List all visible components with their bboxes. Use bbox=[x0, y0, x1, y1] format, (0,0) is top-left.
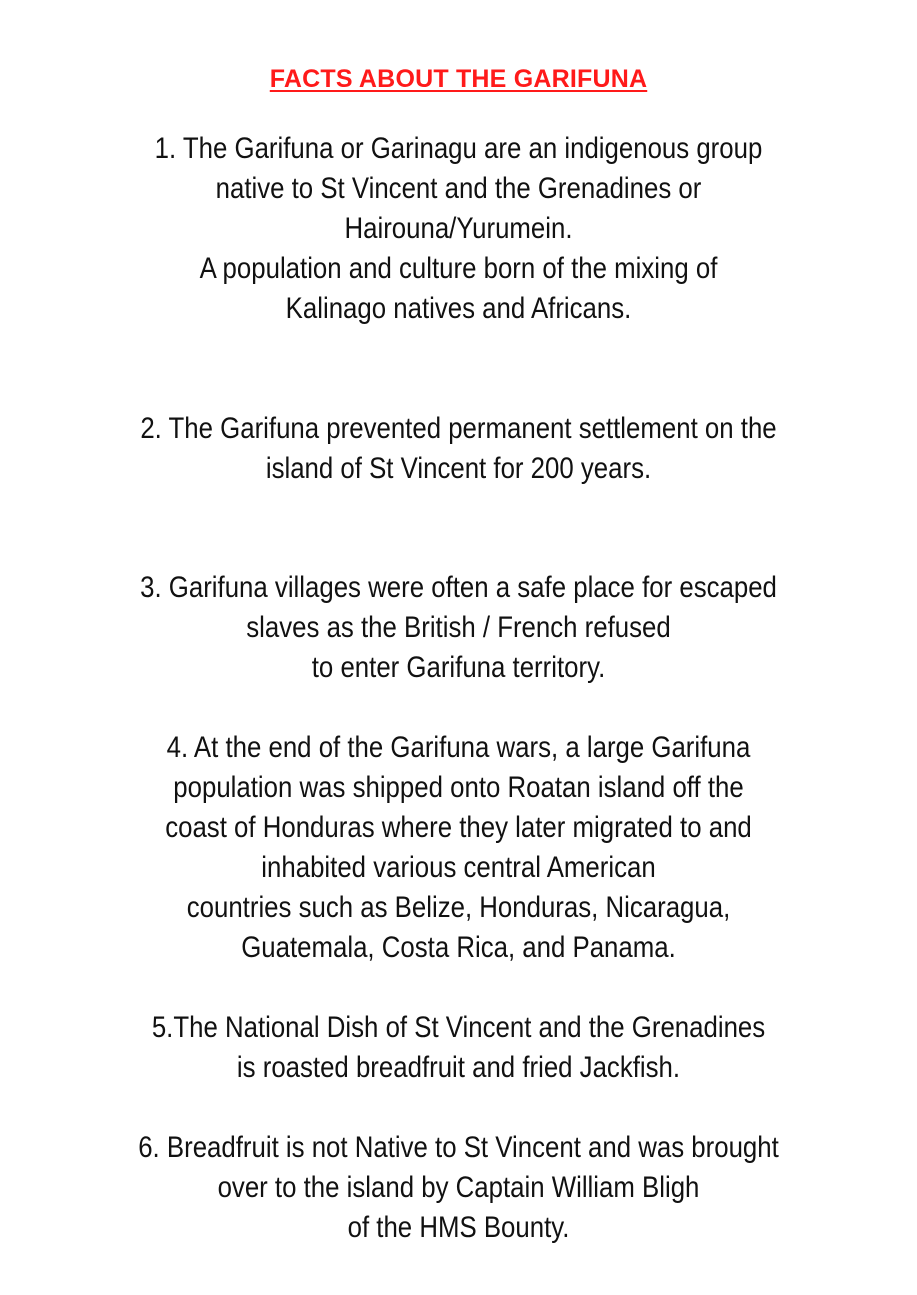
document-title: FACTS ABOUT THE GARIFUNA bbox=[269, 65, 648, 93]
fact-3-line-1: 3. Garifuna villages were often a safe place for escaped bbox=[140, 571, 777, 604]
fact-1-line-3: Hairouna/Yurumein. bbox=[344, 212, 573, 245]
fact-1-line-5: Kalinago natives and Africans. bbox=[285, 292, 632, 325]
fact-5-line-2: is roasted breadfruit and fried Jackfish. bbox=[236, 1051, 681, 1084]
fact-item-5 bbox=[99, 1008, 819, 1088]
fact-1-line-1: 1. The Garifuna or Garinagu are an indigenous group bbox=[154, 132, 763, 165]
fact-4-line-5: countries such as Belize, Honduras, Nicaragua, bbox=[186, 891, 731, 924]
fact-5-line-1: 5.The National Dish of St Vincent and the Grenadines bbox=[151, 1011, 766, 1044]
fact-6-line-1: 6. Breadfruit is not Native to St Vincent and was brought bbox=[138, 1131, 779, 1164]
fact-1-line-4: A population and culture born of the mixing of bbox=[199, 252, 718, 285]
fact-6-line-3: of the HMS Bounty. bbox=[347, 1211, 570, 1244]
fact-item-1 bbox=[99, 129, 819, 329]
fact-4-line-4: inhabited various central American bbox=[261, 851, 656, 884]
fact-2-line-1: 2. The Garifuna prevented permanent settlement on the bbox=[140, 412, 777, 445]
fact-6-line-2: over to the island by Captain William Bligh bbox=[217, 1171, 700, 1204]
fact-item-6 bbox=[99, 1128, 819, 1248]
fact-2-line-2: island of St Vincent for 200 years. bbox=[265, 452, 652, 485]
fact-1-line-2: native to St Vincent and the Grenadines or bbox=[215, 172, 702, 205]
fact-4-line-3: coast of Honduras where they later migrated to and bbox=[165, 811, 752, 844]
fact-3-line-2: slaves as the British / French refused bbox=[246, 611, 671, 644]
fact-4-line-6: Guatemala, Costa Rica, and Panama. bbox=[241, 931, 676, 964]
fact-item-2 bbox=[99, 409, 819, 489]
fact-4-line-2: population was shipped onto Roatan island off the bbox=[173, 771, 744, 804]
fact-item-3 bbox=[99, 568, 819, 688]
fact-4-line-1: 4. At the end of the Garifuna wars, a large Garifuna bbox=[166, 731, 751, 764]
fact-3-line-3: to enter Garifuna territory. bbox=[311, 651, 606, 684]
fact-item-4 bbox=[99, 728, 819, 968]
